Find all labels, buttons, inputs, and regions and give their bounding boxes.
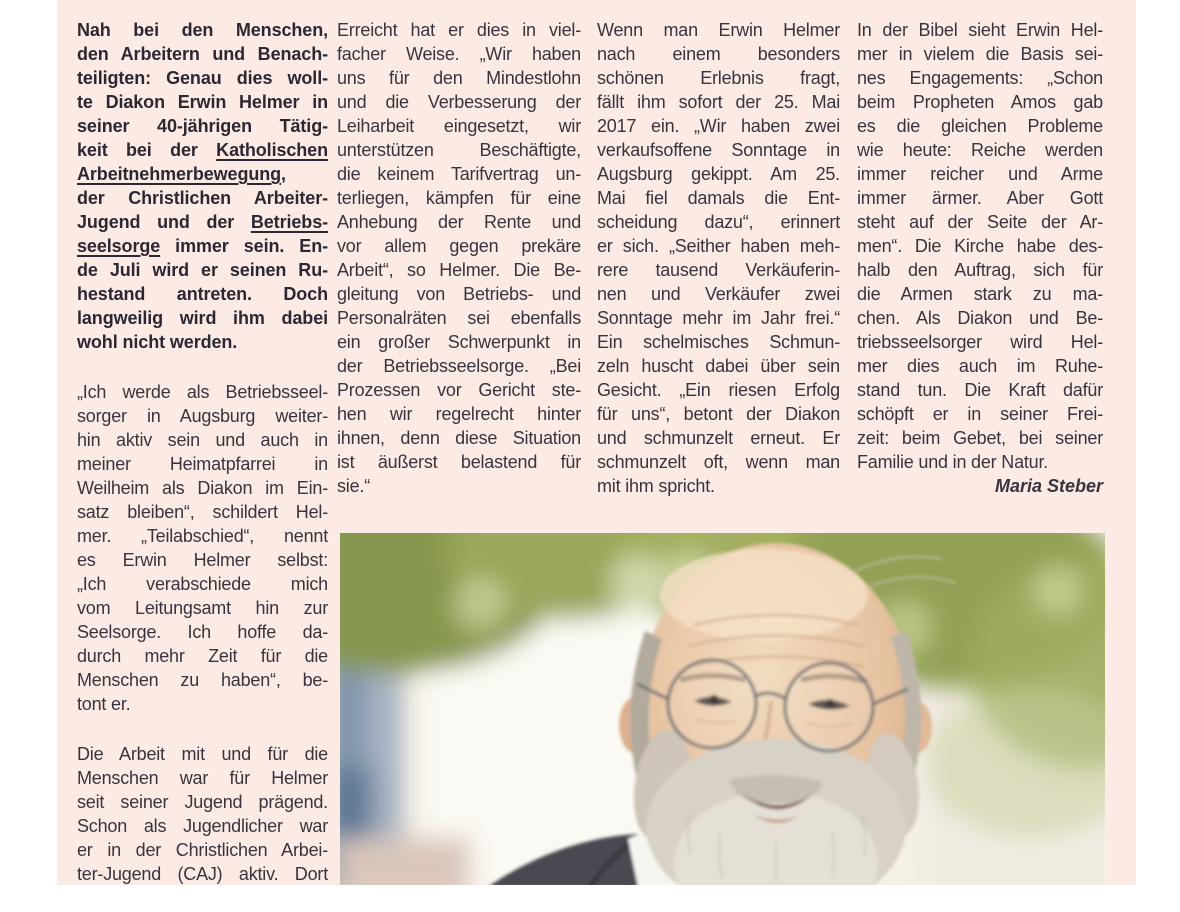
text-line: mer dies auch im Ruhe- (857, 356, 1103, 376)
text-line: Erreicht hat er dies in viel- (337, 20, 581, 40)
text-line: Familie und in der Natur. (857, 452, 1049, 472)
article-column-1 (77, 18, 328, 912)
text-line: mit ihm spricht. (597, 476, 715, 496)
text-line: zeln huscht dabei über sein (597, 356, 840, 376)
paragraph (337, 18, 581, 498)
article-byline: Maria Steber (994, 476, 1103, 496)
text-line: Mai fiel damals die Ent- (597, 188, 840, 208)
text-line: und schmunzelt erneut. Er (597, 428, 840, 448)
underlined-text: seelsorge (77, 236, 161, 256)
text-line: Gesicht. „Ein riesen Erfolg (597, 380, 840, 400)
text-line: „Ich werde als Betriebsseel- (77, 382, 328, 402)
text-line: Leiharbeit eingesetzt, wir (337, 116, 581, 136)
text-line: teiligten: Genau dies woll- (77, 68, 328, 88)
article-column-2 (337, 18, 581, 524)
text-line: meiner Heimatpfarrei in (77, 454, 328, 474)
text-line: In der Bibel sieht Erwin Hel- (857, 20, 1103, 40)
text-line: uns für den Mindestlohn (337, 68, 581, 88)
paragraph (77, 742, 328, 886)
text-line: Nah bei den Menschen, (77, 20, 328, 40)
text-line: langweilig wird ihm dabei (77, 308, 328, 328)
text-line: immer ärmer. Aber Gott (857, 188, 1103, 208)
text-line: terliegen, kämpfen für eine (337, 188, 581, 208)
paragraph (597, 18, 840, 498)
text-line: seit seiner Jugend prägend. (77, 792, 328, 812)
text-line: Personalräten sei ebenfalls (337, 308, 581, 328)
text-line: er in der Christlichen Arbei- (77, 840, 328, 860)
text-line: es Erwin Helmer selbst: (77, 550, 328, 570)
text-line: der Christlichen Arbeiter- (77, 188, 328, 208)
text-line: nes Engagements: „Schon (857, 68, 1103, 88)
text-line: Anhebung der Rente und (337, 212, 581, 232)
text-line: hestand antreten. Doch (77, 284, 328, 304)
text-line: Ein schelmisches Schmun- (597, 332, 840, 352)
text-line: seiner 40-jährigen Tätig- (77, 116, 328, 136)
text-line: Wenn man Erwin Helmer (597, 20, 840, 40)
text-line: Sonntage mehr im Jahr frei.“ (597, 308, 840, 328)
text-line: mer. „Teilabschied“, nennt (77, 526, 328, 546)
text-line: nach einem besonders (597, 44, 840, 64)
text-line: rere tausend Verkäuferin- (597, 260, 840, 280)
text-line: keit bei der Katholischen (77, 140, 328, 160)
underlined-text: Betriebs- (250, 212, 328, 232)
text-line: fällt ihm sofort der 25. Mai (597, 92, 840, 112)
text-line: „Ich verabschiede mich (77, 574, 328, 594)
text-line: seelsorge immer sein. En- (77, 236, 328, 256)
text-line: ihnen, denn diese Situation (337, 428, 581, 448)
text-line: es die gleichen Probleme (857, 116, 1103, 136)
text-line: sie.“ (337, 476, 371, 496)
text-line: ein großer Schwerpunkt in (337, 332, 581, 352)
text-line: 2017 ein. „Wir haben zwei (597, 116, 840, 136)
text-line: und die Verbesserung der (337, 92, 581, 112)
text-line: hin aktiv sein und auch in (77, 430, 328, 450)
text-line: unterstützen Beschäftigte, (337, 140, 581, 160)
text-line: steht auf der Seite der Ar- (857, 212, 1103, 232)
text-line: Augsburg gekippt. Am 25. (597, 164, 840, 184)
text-line: Die Arbeit mit und für die (77, 744, 328, 764)
text-line: mer in vielem die Basis sei- (857, 44, 1103, 64)
paragraph (857, 18, 1103, 474)
text-line: halb den Auftrag, sich für (857, 260, 1103, 280)
text-line: Prozessen vor Gericht ste- (337, 380, 581, 400)
text-line: wohl nicht werden. (77, 332, 238, 352)
text-line: schönen Erlebnis fragt, (597, 68, 840, 88)
text-line: stand tun. Die Kraft dafür (857, 380, 1103, 400)
text-line: Schon als Jugendlicher war (77, 816, 328, 836)
text-line: der Betriebsseelsorge. „Bei (337, 356, 581, 376)
text-line: ist äußerst belastend für (337, 452, 581, 472)
text-line: Arbeitnehmerbewegung, (77, 164, 286, 184)
paragraph (77, 380, 328, 716)
text-line: für uns“, betont der Diakon (597, 404, 840, 424)
text-line: gleitung von Betriebs- und (337, 284, 581, 304)
text-line: te Diakon Erwin Helmer in (77, 92, 328, 112)
text-line: Menschen war für Helmer (77, 768, 328, 788)
text-line: Seelsorge. Ich hoffe da- (77, 622, 328, 642)
article-column-4 (857, 18, 1103, 500)
portrait-photo (340, 533, 1105, 885)
text-line: immer reicher und Arme (857, 164, 1103, 184)
text-line: chen. Als Diakon und Be- (857, 308, 1103, 328)
text-line: sorger in Augsburg weiter- (77, 406, 328, 426)
text-line: verkaufsoffene Sonntage in (597, 140, 840, 160)
text-line: men“. Die Kirche habe des- (857, 236, 1103, 256)
text-line: tont er. (77, 694, 131, 714)
text-line: die Armen stark zu ma- (857, 284, 1103, 304)
text-line: de Juli wird er seinen Ru- (77, 260, 328, 280)
text-line: satz bleiben“, schildert Hel- (77, 502, 328, 522)
text-line: durch mehr Zeit für die (77, 646, 328, 666)
text-line: scheidung dazu“, erinnert (597, 212, 840, 232)
text-line: nen und Verkäufer zwei (597, 284, 840, 304)
text-line: Weilheim als Diakon im Ein- (77, 478, 328, 498)
text-line: hen wir regelrecht hinter (337, 404, 581, 424)
text-line: Jugend und der Betriebs- (77, 212, 328, 232)
text-line: vom Leitungsamt hin zur (77, 598, 328, 618)
article-column-3 (597, 18, 840, 524)
text-line: schmunzelt oft, wenn man (597, 452, 840, 472)
text-line: vor allem gegen prekäre (337, 236, 581, 256)
text-line: die keinem Tarifvertrag un- (337, 164, 581, 184)
paragraph (77, 18, 328, 354)
underlined-text: Arbeitnehmerbewegung (77, 164, 282, 184)
portrait-photo-graphic (340, 533, 1105, 885)
text-line: zeit: beim Gebet, bei seiner (857, 428, 1103, 448)
text-line: ter-Jugend (CAJ) aktiv. Dort (77, 864, 328, 884)
text-line: beim Propheten Amos gab (857, 92, 1103, 112)
text-line: Menschen zu haben“, be- (77, 670, 328, 690)
text-line: wie heute: Reiche werden (857, 140, 1103, 160)
text-line: er sich. „Seither haben meh- (597, 236, 840, 256)
underlined-text: Katholischen (216, 140, 328, 160)
text-line: schöpft er in seiner Frei- (857, 404, 1103, 424)
text-line: facher Weise. „Wir haben (337, 44, 581, 64)
text-line: Arbeit“, so Helmer. Die Be- (337, 260, 581, 280)
text-line: den Arbeitern und Benach- (77, 44, 328, 64)
text-line: triebsseelsorger wird Hel- (857, 332, 1103, 352)
